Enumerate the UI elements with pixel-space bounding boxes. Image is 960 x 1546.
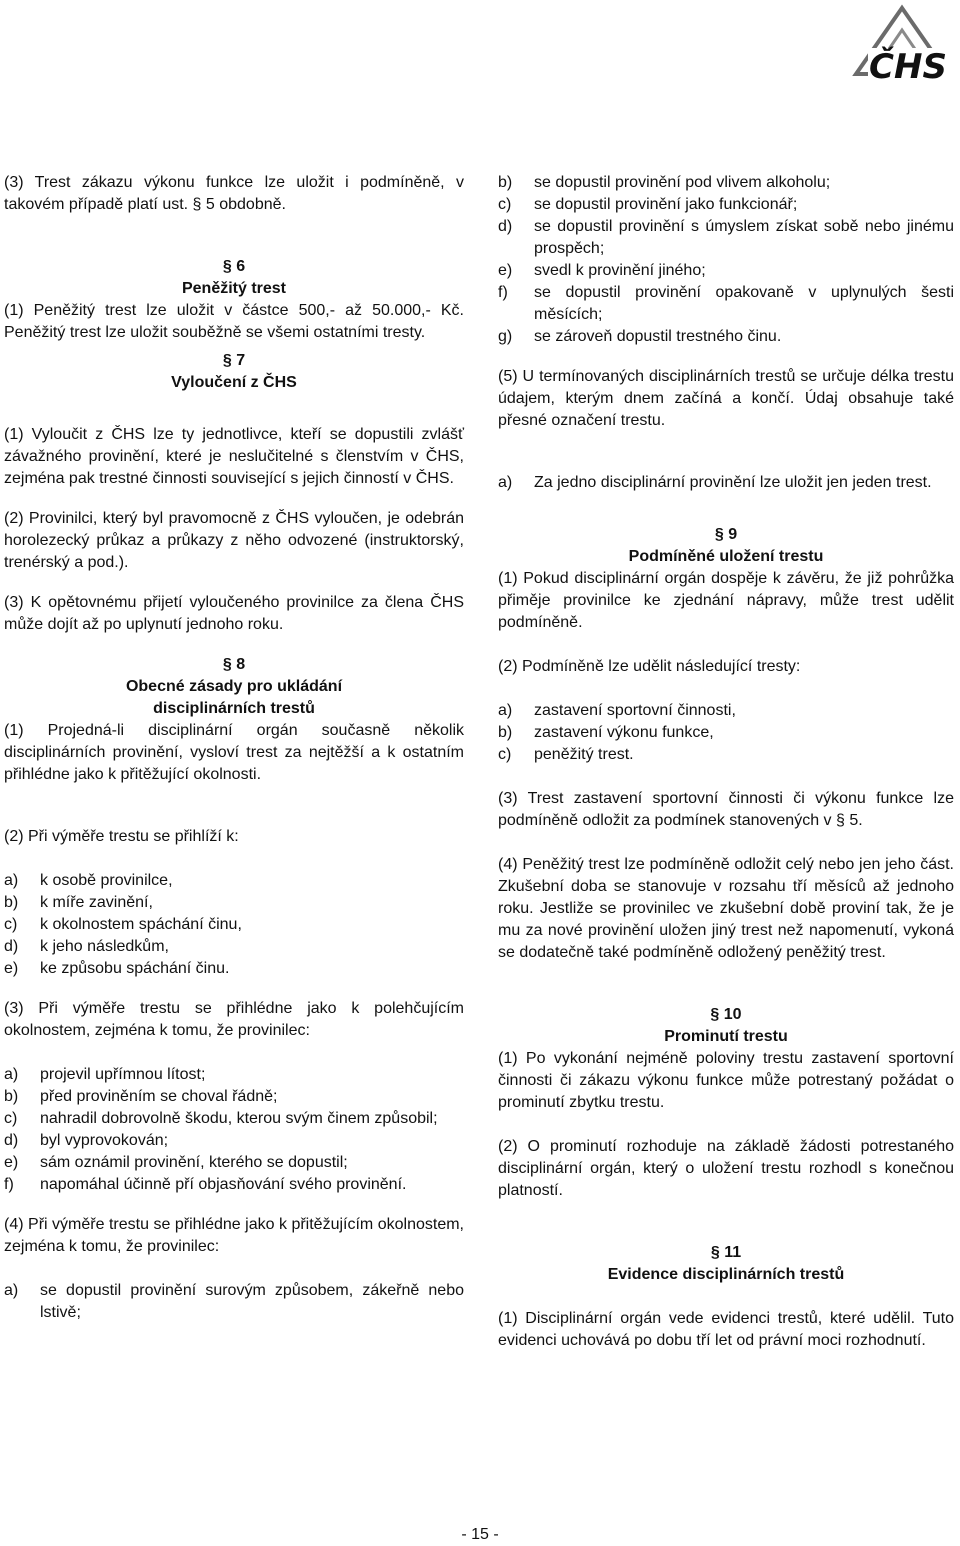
section-number: § 8 <box>222 656 246 673</box>
paragraph: (3) Trest zákazu výkonu funkce lze uložit i podmíněně, v takovém případě platí ust. § 5 obdobně. <box>4 174 464 213</box>
page-number: - 15 - <box>461 1526 499 1543</box>
list-item-label: e) <box>4 1154 19 1171</box>
section-title: Prominutí trestu <box>664 1028 788 1045</box>
paragraph: (5) U termínovaných disciplinárních trestů se určuje délka trestu údajem, kterým dnem začíná a končí. Údaj obsahuje také přesné označení trestu. <box>498 368 954 429</box>
list <box>498 172 954 348</box>
list-item <box>498 172 954 194</box>
list-item-label: a) <box>4 1066 19 1083</box>
list-item-label: c) <box>498 746 512 763</box>
list-item <box>4 1280 464 1324</box>
paragraph: (2) Při výměře trestu se přihlíží k: <box>4 828 239 845</box>
paragraph: (2) Provinilci, který byl pravomocně z ČHS vyloučen, je odebrán horolezecký průkaz a průkazy z něho odvozené (instruktorský, trenérský a pod.). <box>4 510 464 571</box>
list-item <box>4 870 464 892</box>
section-title: Peněžitý trest <box>181 280 287 297</box>
paragraph: (1) Po vykonání nejméně poloviny trestu zastavení sportovní činnosti či zákazu výkonu funkce může potrestaný požádat o prominutí zbytku trestu. <box>498 1050 954 1111</box>
list-item-label: a) <box>498 702 513 719</box>
section-number: § 10 <box>710 1006 742 1023</box>
list-item-text: k jeho následkům, <box>40 938 169 955</box>
list-item-label: d) <box>498 218 513 235</box>
list-item <box>498 326 954 348</box>
list-item <box>498 216 954 260</box>
left-column <box>4 172 464 1324</box>
list-item <box>4 936 464 958</box>
list <box>498 472 954 494</box>
list-item <box>4 1108 464 1130</box>
list-item-label: a) <box>498 474 513 491</box>
list-item-text: svedl k provinění jiného; <box>534 262 706 279</box>
section-title: Vyloučení z ČHS <box>171 374 297 391</box>
list-item-label: c) <box>4 916 18 933</box>
list-item-label: b) <box>498 174 513 191</box>
list-item-label: a) <box>4 872 19 889</box>
right-column <box>498 172 954 1352</box>
list-item <box>498 194 954 216</box>
logo-text: ČHS <box>869 47 947 86</box>
list-item <box>4 1086 464 1108</box>
section-number: § 11 <box>710 1244 742 1261</box>
list-item-text: Za jedno disciplinární provinění lze uložit jen jeden trest. <box>534 474 932 491</box>
list-item-text: k okolnostem spáchání činu, <box>40 916 242 933</box>
list-item-text: sám oznámil provinění, kterého se dopustil; <box>40 1154 348 1171</box>
list-item-text: projevil upřímnou lítost; <box>40 1066 206 1083</box>
list-item-text: peněžitý trest. <box>534 746 634 763</box>
list <box>4 870 464 980</box>
list-item-text: ke způsobu spáchání činu. <box>40 960 230 977</box>
list-item <box>498 722 954 744</box>
paragraph: (2) O prominutí rozhoduje na základě žádosti potrestaného disciplinární orgán, který o uložení trestu rozhodl s konečnou platností. <box>498 1138 954 1199</box>
list-item-label: c) <box>4 1110 18 1127</box>
paragraph: (2) Podmíněně lze udělit následující tresty: <box>498 658 801 675</box>
paragraph: (4) Při výměře trestu se přihlédne jako k přitěžujícím okolnostem, zejména k tomu, že provinilec: <box>4 1216 464 1255</box>
section-title: disciplinárních trestů <box>153 700 315 717</box>
list-item-label: f) <box>4 1176 14 1193</box>
paragraph: (1) Projedná-li disciplinární orgán současně několik disciplinárních provinění, vysloví trest za nejtěžší a k ostatním přihlédne jako k přitěžující okolnosti. <box>4 722 464 783</box>
list-item <box>498 700 954 722</box>
list-item-label: c) <box>498 196 512 213</box>
list-item-label: f) <box>498 284 508 301</box>
list-item <box>4 892 464 914</box>
list-item-text: se dopustil provinění surovým způsobem, zákeřně nebo lstivě; <box>40 1282 464 1321</box>
section-title: Podmíněné uložení trestu <box>628 548 824 565</box>
list-item <box>4 1174 464 1196</box>
paragraph: (1) Peněžitý trest lze uložit v částce 500,- až 50.000,- Kč. Peněžitý trest lze uložit souběžně se všemi ostatními tresty. <box>4 302 464 341</box>
paragraph: (1) Vyloučit z ČHS lze ty jednotlivce, kteří se dopustili zvlášť závažného provinění, které je neslučitelné s členstvím v ČHS, zejména pak trestné činnosti související s jejich činností v ČHS. <box>4 426 464 487</box>
section-number: § 6 <box>222 258 246 275</box>
list-item <box>498 472 954 494</box>
list-item-label: a) <box>4 1282 19 1299</box>
paragraph: (3) Při výměře trestu se přihlédne jako k polehčujícím okolnostem, zejména k tomu, že provinilec: <box>4 1000 464 1039</box>
section-number: § 7 <box>222 352 246 369</box>
list <box>4 1280 464 1324</box>
list-item-text: se zároveň dopustil trestného činu. <box>534 328 782 345</box>
list-item-text: k míře zavinění, <box>40 894 153 911</box>
list <box>498 700 954 766</box>
list-item-text: zastavení sportovní činnosti, <box>534 702 736 719</box>
list-item <box>4 914 464 936</box>
list-item-text: se dopustil provinění pod vlivem alkoholu; <box>534 174 831 191</box>
paragraph: (3) K opětovnému přijetí vyloučeného provinilce za člena ČHS může dojít až po uplynutí jednoho roku. <box>4 594 464 633</box>
section-title: Obecné zásady pro ukládání <box>125 678 343 695</box>
list-item-text: se dopustil provinění opakovaně v uplynulých šesti měsících; <box>534 284 954 323</box>
list-item <box>4 1152 464 1174</box>
list-item-text: nahradil dobrovolně škodu, kterou svým činem způsobil; <box>40 1110 438 1127</box>
list-item-text: se dopustil provinění jako funkcionář; <box>534 196 798 213</box>
list-item <box>4 958 464 980</box>
list-item <box>498 282 954 326</box>
list-item-text: k osobě provinilce, <box>40 872 173 889</box>
list-item-text: před proviněním se choval řádně; <box>40 1088 278 1105</box>
section-title: Evidence disciplinárních trestů <box>607 1266 845 1283</box>
list-item-text: zastavení výkonu funkce, <box>534 724 714 741</box>
list-item <box>4 1130 464 1152</box>
list-item-text: se dopustil provinění s úmyslem získat sobě nebo jinému prospěch; <box>534 218 954 257</box>
list-item-label: b) <box>498 724 513 741</box>
paragraph: (1) Disciplinární orgán vede evidenci trestů, které udělil. Tuto evidenci uchovává po dobu tří let od právní moci rozhodnutí. <box>498 1310 954 1349</box>
list-item-label: b) <box>4 894 19 911</box>
list-item-label: e) <box>498 262 513 279</box>
list-item-label: d) <box>4 938 19 955</box>
list-item-label: b) <box>4 1088 19 1105</box>
list-item-label: d) <box>4 1132 19 1149</box>
list-item-label: g) <box>498 328 513 345</box>
paragraph: (1) Pokud disciplinární orgán dospěje k závěru, že již pohrůžka přiměje provinilce ke zjednání nápravy, může trest udělit podmíněně. <box>498 570 954 631</box>
list-item-text: byl vyprovokován; <box>40 1132 169 1149</box>
paragraph: (4) Peněžitý trest lze podmíněně odložit celý nebo jen jeho část. Zkušební doba se stanovuje v rozsahu tří měsíců až jednoho roku. Jestliže se provinilec ve zkušební době proviní tak, že je mu za nové provinění uložen jiný trest než napomenutí, vykoná se dodatečně také podmíněně odložený peněžitý trest. <box>498 856 954 961</box>
section-number: § 9 <box>714 526 738 543</box>
list <box>4 1064 464 1196</box>
list-item <box>498 260 954 282</box>
paragraph: (3) Trest zastavení sportovní činnosti či výkonu funkce lze podmíněně odložit za podmínek stanovených v § 5. <box>498 790 954 829</box>
chs-logo <box>850 2 954 86</box>
list-item-label: e) <box>4 960 19 977</box>
list-item-text: napomáhal účinně pří objasňování svého provinění. <box>40 1176 407 1193</box>
list-item <box>4 1064 464 1086</box>
list-item <box>498 744 954 766</box>
